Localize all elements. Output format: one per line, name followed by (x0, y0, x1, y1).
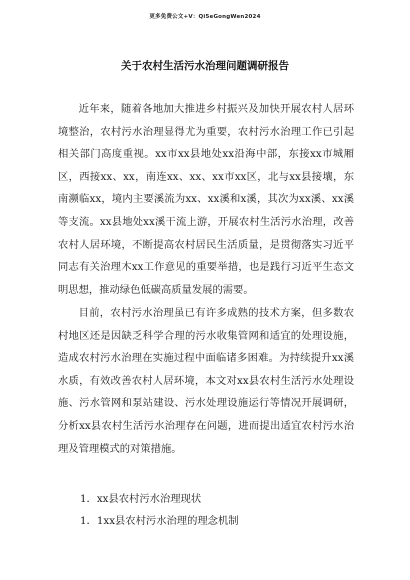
header-note: 更多免费公文+V：Qi5eGongWen2024 (149, 14, 261, 20)
paragraph-intro: 近年来，随着各地加大推进乡村振兴及加快开展农村人居环境整治，农村污水治理显得尤为重要，农村污水治理工作已引起相关部门高度重视。xx市xx县地处xx沿海中部，东接xx市城厢区，西接xx、xx，南连xx、xx、xx市xx区，北与xx县接壤，东南濒临xx，境内主要溪流为xx、xx溪和x溪，其次为xx溪、xx溪等支流。xx县地处xx溪干流上游，开展农村生活污水治理，改善农村人居环境，不断提高农村居民生活质量，是贯彻落实习近平同志有关治理木xx工作意见的重要举措，也是践行习近平生态文明思想，推动绿色低碳高质量发展的需要。 (58, 103, 354, 296)
paragraph-current-status: 目前，农村污水治理虽已有许多成熟的技术方案，但多数农村地区还是因缺乏科学合理的污水收集管网和适宜的处理设施，造成农村污水治理在实施过程中面临诸多困难。为持续提升xx溪水质，有效改善农村人居环境，本文对xx县农村生活污水处理设施、污水管网和泵站建设、污水处理设施运行等情况开展调研，分析xx县农村生活污水治理存在问题，进而提出适宜农村污水治理及管理模式的对策措施。 (58, 307, 354, 455)
document-title: 关于农村生活污水治理问题调研报告 (121, 60, 289, 72)
subsection-heading: 1．1xx县农村污水治理的理念机制 (80, 515, 239, 527)
section-heading: 1．xx县农村污水治理现状 (80, 493, 202, 505)
